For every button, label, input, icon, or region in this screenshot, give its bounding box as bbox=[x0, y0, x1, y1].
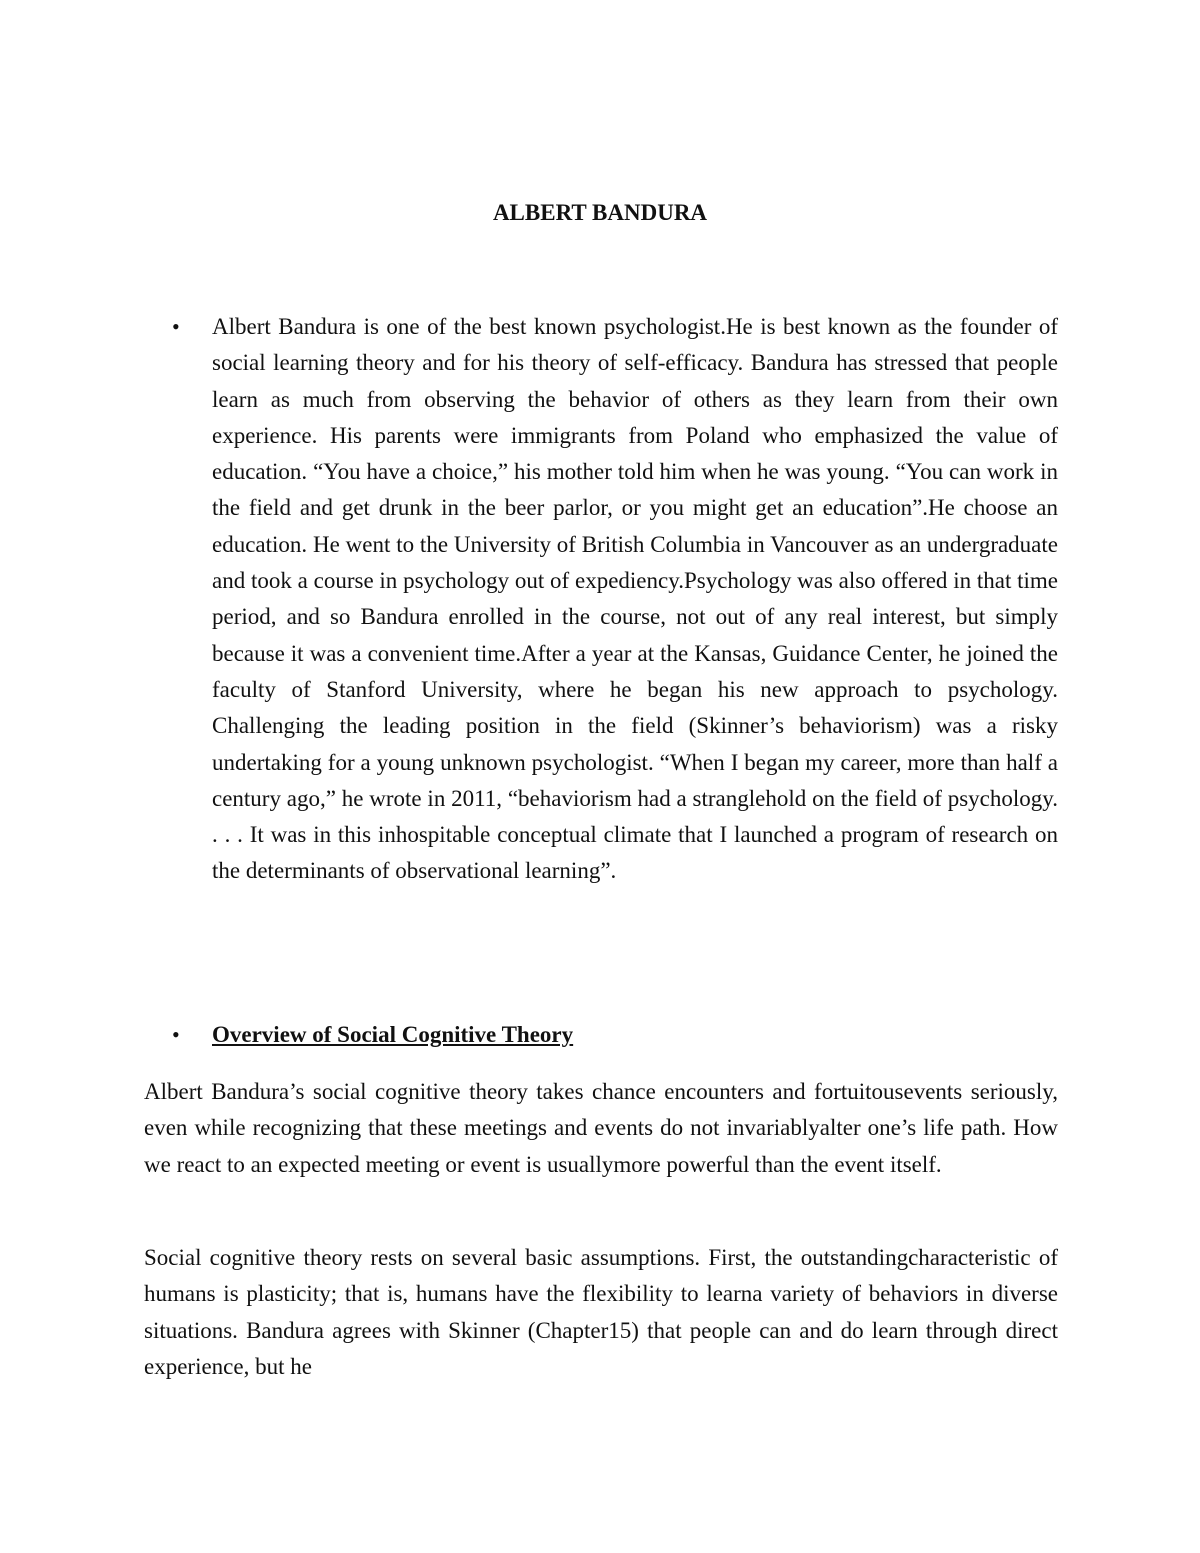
document-title: ALBERT BANDURA bbox=[492, 200, 708, 225]
paragraph-assumptions: Social cognitive theory rests on several basic assumptions. First, the outstandingcharacteristic of humans is plasticity; that is, humans have the flexibility to learna variety of behaviors in diverse situations. Bandura agrees with Skinner (Chapter15) that people can and do learn through direct experience, but he bbox=[144, 1245, 1058, 1379]
section-heading: Overview of Social Cognitive Theory bbox=[212, 1022, 574, 1047]
bullet-icon: • bbox=[172, 314, 180, 339]
paragraph-chance-encounters: Albert Bandura’s social cognitive theory takes chance encounters and fortuitousevents seriously, even while recognizing that these meetings and events do not invariablyalter one’s life path. How we react to an expected meeting or event is usuallymore powerful than the event itself. bbox=[144, 1079, 1058, 1177]
biography-text: Albert Bandura is one of the best known psychologist.He is best known as the founder of social learning theory and for his theory of self-efficacy. Bandura has stressed that people learn as much from observing the behavior of others as they learn from their own experience. His parents were immigrants from Poland who emphasized the value of education. “You have a choice,” his mother told him when he was young. “You can work in the field and get drunk in the beer parlor, or you might get an education”.He choose an education. He went to the University of British Columbia in Vancouver as an undergraduate and took a course in psychology out of expediency.Psychology was also offered in that time period, and so Bandura enrolled in the course, not out of any real interest, but simply because it was a convenient time.After a year at the Kansas, Guidance Center, he joined the faculty of Stanford University, where he began his new approach to psychology. Challenging the leading position in the field (Skinner’s behaviorism) was a risky undertaking for a young unknown psychologist. “When I began my career, more than half a century ago,” he wrote in 2011, “behaviorism had a stranglehold on the field of psychology. . . . It was in this inhospitable conceptual climate that I launched a program of research on the determinants of observational learning”. bbox=[212, 314, 1058, 884]
bullet-icon: • bbox=[172, 1022, 180, 1047]
